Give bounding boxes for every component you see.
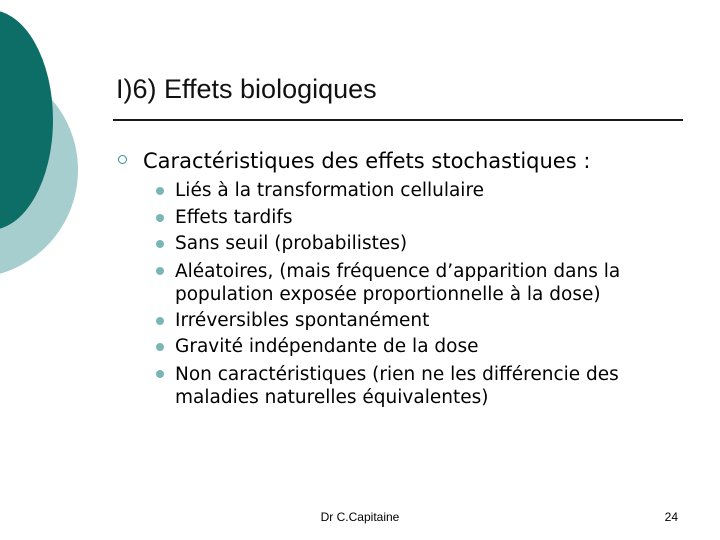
- page-number: 24: [664, 510, 678, 524]
- bullet-dot-icon: [156, 267, 164, 275]
- list-item: Gravité indépendante de la dose: [154, 334, 684, 361]
- list-item: Irréversibles spontanément: [154, 308, 684, 335]
- list-item: Non caractéristiques (rien ne les différencie des maladies naturelles équivalentes): [154, 361, 684, 411]
- bullet-dot-icon: [156, 317, 164, 325]
- list-item: Effets tardifs: [154, 205, 684, 232]
- characteristics-list: [154, 178, 684, 411]
- bullet-dot-icon: [156, 370, 164, 378]
- title-underline: [113, 119, 683, 121]
- list-item: Aléatoires, (mais fréquence d’apparition dans la population exposée proportionnelle à la dose): [154, 258, 684, 308]
- hollow-circle-icon: [118, 155, 127, 164]
- decorative-circles: [0, 0, 120, 300]
- footer-author: Dr C.Capitaine: [320, 510, 400, 524]
- list-item: Liés à la transformation cellulaire: [154, 178, 684, 205]
- bullet-dot-icon: [156, 214, 164, 222]
- bullet-dot-icon: [156, 187, 164, 195]
- bullet-dot-icon: [156, 240, 164, 248]
- bullet-dot-icon: [156, 343, 164, 351]
- main-bullet-text: Caractéristiques des effets stochastiques :: [143, 149, 591, 173]
- slide-title: I)6) Effets biologiques: [116, 74, 377, 104]
- list-item: Sans seuil (probabilistes): [154, 231, 684, 258]
